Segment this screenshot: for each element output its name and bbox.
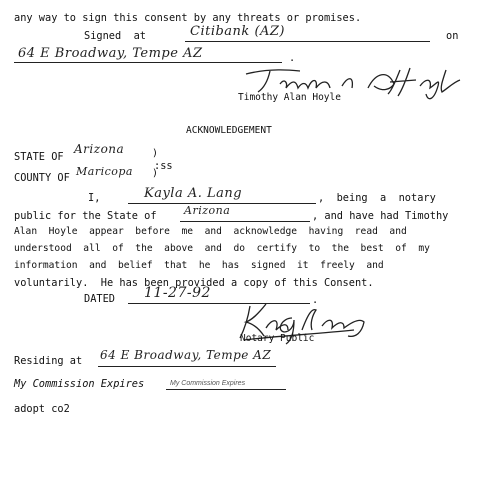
dated-handwritten-value: 11-27-92 (144, 285, 211, 301)
dated-label: DATED (84, 293, 115, 305)
footer-code: adopt co2 (14, 403, 70, 415)
para-line2-head: public for the State of (14, 210, 157, 222)
notary-public-label: Notary Public (240, 333, 315, 344)
residing-handwritten-value: 64 E Broadway, Tempe AZ (100, 348, 272, 362)
residing-underline (98, 366, 276, 367)
residing-label: Residing at (14, 355, 83, 367)
county-label: COUNTY OF (14, 172, 70, 184)
address-handwritten-value: 64 E Broadway, Tempe AZ (18, 46, 203, 61)
para-state-underline (180, 221, 310, 222)
para-line6: voluntarily. He has been provided a copy of this Consent. (14, 277, 374, 289)
para-line1-tail: , being a notary (318, 192, 436, 204)
ss-label: :ss (154, 160, 173, 172)
state-handwritten-value: Arizona (74, 142, 125, 156)
commission-label: My Commission Expires (14, 378, 145, 390)
state-brace: ) (152, 148, 159, 159)
state-label: STATE OF (14, 151, 64, 163)
para-line2-tail: , and have had Timothy (312, 210, 449, 222)
notary-name-handwritten: Kayla A. Lang (144, 186, 243, 201)
county-brace: ) (152, 168, 159, 179)
county-handwritten-value: Maricopa (76, 165, 133, 178)
signed-on-label: on (446, 30, 459, 42)
signer-printed-name: Timothy Alan Hoyle (238, 92, 341, 103)
acknowledgement-title: ACKNOWLEDGEMENT (186, 125, 272, 136)
signed-at-underline (185, 41, 430, 42)
para-i: I, (88, 192, 101, 204)
dated-period: . (312, 294, 319, 306)
para-line3: Alan Hoyle appear before me and acknowledge having read and (14, 226, 407, 237)
signed-at-label: Signed at (84, 30, 146, 42)
para-line4: understood all of the above and do certify to the best of my (14, 243, 430, 254)
address-period: . (289, 52, 296, 64)
signed-at-handwritten-value: Citibank (AZ) (190, 24, 286, 39)
commission-underline (166, 389, 286, 390)
para-line5: information and belief that he has signed it freely and (14, 260, 384, 271)
commission-stamp: My Commission Expires (170, 380, 246, 387)
para-state-handwritten: Arizona (184, 204, 231, 217)
consent-text-line: any way to sign this consent by any threats or promises. (14, 12, 362, 24)
